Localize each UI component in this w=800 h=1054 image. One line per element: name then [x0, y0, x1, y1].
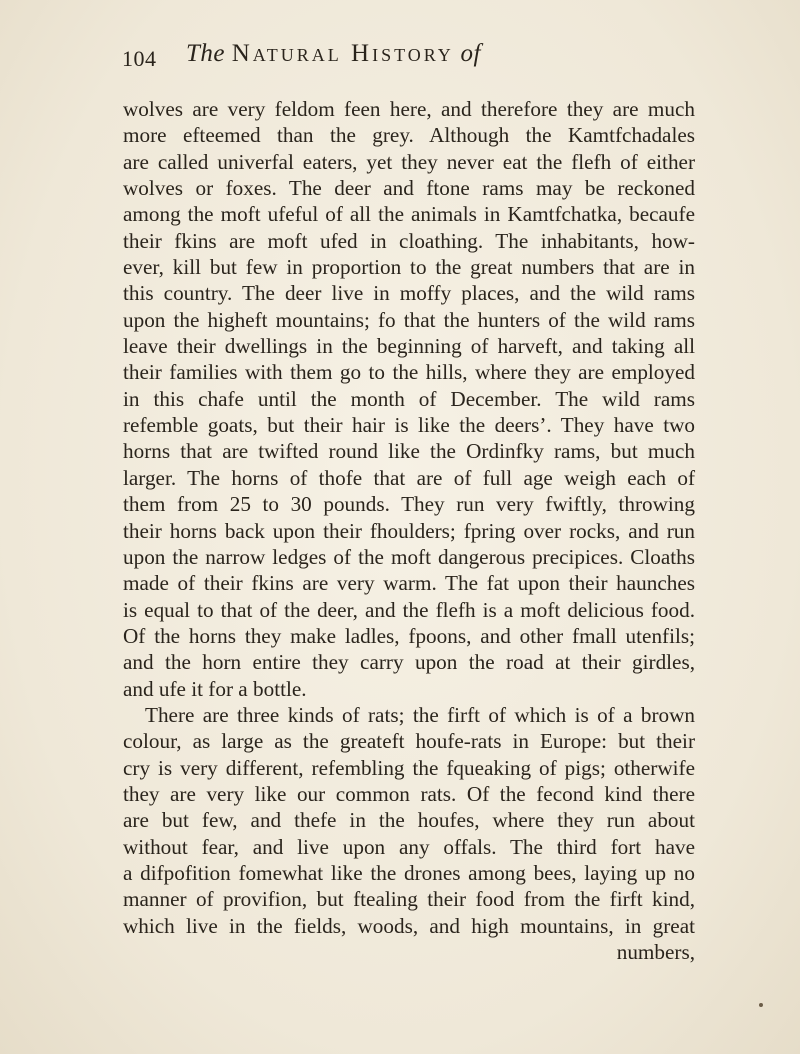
- running-head-of: of: [460, 40, 481, 67]
- text-line: this country. The deer live in moffy places, and the wild rams: [123, 281, 695, 306]
- text-line: their families with them go to the hills, where they are employed: [123, 360, 695, 385]
- page-header: [122, 40, 642, 80]
- text-line: which live in the fields, woods, and high mountains, in great: [123, 913, 695, 938]
- text-line: more efteemed than the grey. Although the Kamtfchadales: [123, 123, 695, 148]
- running-head-main: Natural History: [231, 40, 454, 67]
- text-line: and the horn entire they carry upon the road at their girdles,: [123, 650, 695, 675]
- text-line: wolves are very feldom feen here, and therefore they are much: [123, 97, 695, 121]
- page-number: 104: [122, 46, 157, 71]
- printer-mark-dot: [759, 1003, 763, 1007]
- text-line: ever, kill but few in proportion to the great numbers that are in: [123, 255, 695, 280]
- catchword: numbers,: [616, 940, 695, 964]
- text-line: manner of provifion, but ftealing their food from the firft kind,: [123, 887, 695, 912]
- text-line: them from 25 to 30 pounds. They run very fwiftly, throwing: [123, 492, 695, 517]
- text-line: leave their dwellings in the beginning of harveft, and taking all: [123, 334, 695, 359]
- text-line: larger. The horns of thofe that are of full age weigh each of: [123, 465, 695, 490]
- text-line: a difpofition fomewhat like the drones among bees, laying up no: [123, 860, 695, 885]
- text-line: cry is very different, refembling the fqueaking of pigs; otherwife: [123, 755, 695, 780]
- text-line: their horns back upon their fhoulders; fpring over rocks, and run: [123, 518, 695, 543]
- text-line: without fear, and live upon any offals. The third fort have: [123, 834, 695, 859]
- text-line: colour, as large as the greateft houfe-rats in Europe: but their: [123, 729, 695, 754]
- text-line: they are very like our common rats. Of the fecond kind there: [123, 781, 695, 806]
- text-line: made of their fkins are very warm. The fat upon their haunches: [123, 571, 695, 596]
- text-line: wolves or foxes. The deer and ftone rams may be reckoned: [123, 176, 695, 201]
- text-line: are called univerfal eaters, yet they never eat the flefh of either: [123, 149, 695, 174]
- text-line: is equal to that of the deer, and the flefh is a moft delicious food.: [123, 597, 695, 622]
- body-text: [123, 96, 695, 965]
- text-line: are but few, and thefe in the houfes, where they run about: [123, 808, 695, 833]
- running-head: [186, 40, 481, 68]
- running-head-the: The: [186, 40, 225, 67]
- text-line: upon the higheft mountains; fo that the hunters of the wild rams: [123, 307, 695, 332]
- text-line: horns that are twifted round like the Ordinfky rams, but much: [123, 439, 695, 464]
- text-line: and ufe it for a bottle.: [123, 676, 307, 701]
- text-line: among the moft ufeful of all the animals in Kamtfchatka, becaufe: [123, 202, 695, 227]
- text-line: in this chafe until the month of December. The wild rams: [123, 386, 695, 411]
- text-line: There are three kinds of rats; the firft of which is of a brown: [145, 702, 695, 727]
- text-line: refemble goats, but their hair is like the deers’. They have two: [123, 413, 695, 438]
- text-line: upon the narrow ledges of the moft dangerous precipices. Cloaths: [123, 544, 695, 569]
- text-line: Of the horns they make ladles, fpoons, and other fmall utenfils;: [123, 623, 695, 648]
- text-line: their fkins are moft ufed in cloathing. The inhabitants, how-: [123, 228, 695, 253]
